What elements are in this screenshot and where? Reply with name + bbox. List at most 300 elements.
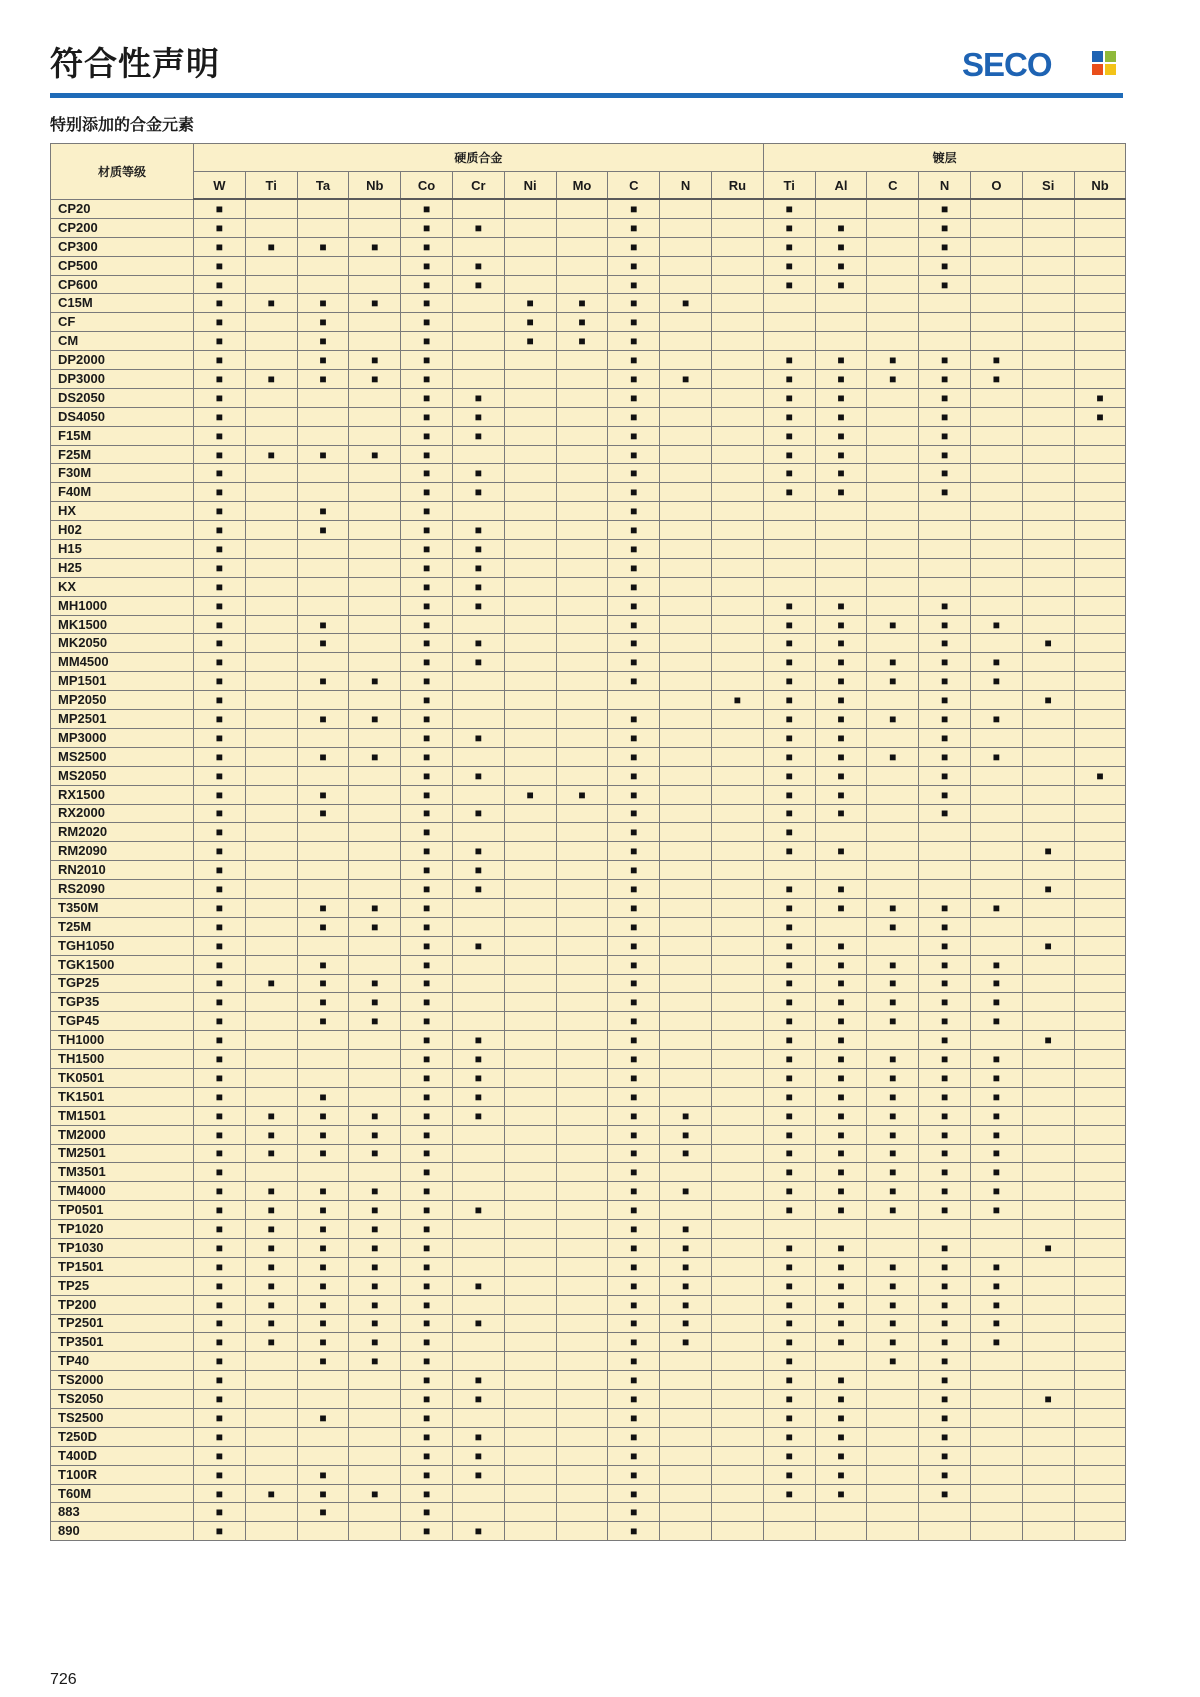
carbide-empty-cell	[452, 974, 504, 993]
grade-name: MH1000	[51, 596, 194, 615]
grade-name: CF	[51, 313, 194, 332]
carbide-empty-cell	[245, 1068, 297, 1087]
carbide-empty-cell	[504, 615, 556, 634]
carbide-mark: ■	[401, 313, 453, 332]
coating-mark: ■	[919, 1333, 971, 1352]
carbide-mark: ■	[297, 615, 349, 634]
table-row	[51, 426, 1126, 445]
table-row	[51, 691, 1126, 710]
carbide-empty-cell	[245, 993, 297, 1012]
carbide-empty-cell	[556, 407, 608, 426]
table-row	[51, 199, 1126, 218]
coating-empty-cell	[970, 388, 1022, 407]
carbide-mark: ■	[608, 540, 660, 559]
carbide-empty-cell	[504, 1201, 556, 1220]
carbide-element-header: Ti	[245, 172, 297, 200]
coating-empty-cell	[1022, 313, 1074, 332]
carbide-empty-cell	[452, 785, 504, 804]
carbide-empty-cell	[297, 728, 349, 747]
carbide-mark: ■	[297, 974, 349, 993]
coating-empty-cell	[1074, 672, 1126, 691]
coating-mark: ■	[815, 1068, 867, 1087]
coating-empty-cell	[763, 1220, 815, 1239]
coating-mark: ■	[763, 256, 815, 275]
carbide-mark: ■	[608, 1522, 660, 1541]
table-row	[51, 1314, 1126, 1333]
carbide-empty-cell	[711, 426, 763, 445]
table-row	[51, 313, 1126, 332]
carbide-empty-cell	[504, 710, 556, 729]
carbide-empty-cell	[349, 1163, 401, 1182]
carbide-empty-cell	[349, 1031, 401, 1050]
coating-mark: ■	[815, 955, 867, 974]
coating-mark: ■	[815, 1012, 867, 1031]
carbide-empty-cell	[452, 313, 504, 332]
grade-name: F30M	[51, 464, 194, 483]
coating-mark: ■	[815, 785, 867, 804]
coating-mark: ■	[867, 974, 919, 993]
coating-mark: ■	[867, 1201, 919, 1220]
carbide-empty-cell	[556, 936, 608, 955]
carbide-mark: ■	[245, 1257, 297, 1276]
coating-empty-cell	[919, 332, 971, 351]
coating-mark: ■	[867, 1087, 919, 1106]
coating-empty-cell	[867, 445, 919, 464]
carbide-empty-cell	[556, 577, 608, 596]
coating-mark: ■	[970, 653, 1022, 672]
coating-mark: ■	[763, 1068, 815, 1087]
carbide-mark: ■	[452, 1371, 504, 1390]
table-row	[51, 1295, 1126, 1314]
coating-empty-cell	[1022, 1409, 1074, 1428]
carbide-empty-cell	[349, 256, 401, 275]
carbide-empty-cell	[349, 1390, 401, 1409]
coating-empty-cell	[1074, 1409, 1126, 1428]
coating-empty-cell	[1074, 1446, 1126, 1465]
grade-name: RS2090	[51, 880, 194, 899]
coating-mark: ■	[815, 747, 867, 766]
coating-empty-cell	[1074, 710, 1126, 729]
carbide-mark: ■	[194, 804, 246, 823]
coating-empty-cell	[763, 294, 815, 313]
carbide-empty-cell	[556, 672, 608, 691]
carbide-mark: ■	[401, 1012, 453, 1031]
coating-empty-cell	[1022, 256, 1074, 275]
coating-empty-cell	[919, 294, 971, 313]
carbide-mark: ■	[194, 898, 246, 917]
coating-empty-cell	[1074, 785, 1126, 804]
carbide-mark: ■	[194, 1125, 246, 1144]
carbide-empty-cell	[245, 407, 297, 426]
carbide-empty-cell	[349, 199, 401, 218]
coating-empty-cell	[867, 521, 919, 540]
carbide-mark: ■	[297, 1144, 349, 1163]
coating-mark: ■	[919, 672, 971, 691]
carbide-empty-cell	[556, 558, 608, 577]
carbide-mark: ■	[608, 1276, 660, 1295]
carbide-mark: ■	[297, 785, 349, 804]
coating-empty-cell	[763, 861, 815, 880]
carbide-empty-cell	[660, 199, 712, 218]
carbide-empty-cell	[297, 407, 349, 426]
carbide-mark: ■	[194, 1106, 246, 1125]
carbide-mark: ■	[349, 974, 401, 993]
carbide-empty-cell	[245, 1503, 297, 1522]
coating-empty-cell	[867, 728, 919, 747]
carbide-element-header: Co	[401, 172, 453, 200]
carbide-mark: ■	[401, 483, 453, 502]
grade-name: CM	[51, 332, 194, 351]
carbide-mark: ■	[401, 993, 453, 1012]
coating-empty-cell	[1074, 1352, 1126, 1371]
carbide-empty-cell	[504, 1522, 556, 1541]
carbide-mark: ■	[297, 955, 349, 974]
coating-mark: ■	[815, 728, 867, 747]
carbide-mark: ■	[452, 218, 504, 237]
carbide-empty-cell	[504, 275, 556, 294]
carbide-mark: ■	[452, 1201, 504, 1220]
carbide-mark: ■	[401, 766, 453, 785]
coating-empty-cell	[1074, 804, 1126, 823]
carbide-mark: ■	[194, 1031, 246, 1050]
carbide-empty-cell	[711, 596, 763, 615]
carbide-empty-cell	[297, 653, 349, 672]
page-title: 符合性声明	[50, 44, 220, 83]
carbide-mark: ■	[194, 445, 246, 464]
coating-empty-cell	[970, 275, 1022, 294]
grade-name: DS2050	[51, 388, 194, 407]
carbide-mark: ■	[608, 955, 660, 974]
coating-empty-cell	[1074, 691, 1126, 710]
carbide-empty-cell	[504, 861, 556, 880]
coating-empty-cell	[970, 785, 1022, 804]
table-row	[51, 974, 1126, 993]
coating-empty-cell	[1074, 294, 1126, 313]
carbide-mark: ■	[297, 1220, 349, 1239]
coating-mark: ■	[815, 1201, 867, 1220]
coating-mark: ■	[1022, 842, 1074, 861]
grade-name: KX	[51, 577, 194, 596]
carbide-empty-cell	[660, 502, 712, 521]
coating-empty-cell	[1022, 218, 1074, 237]
coating-empty-cell	[1074, 1314, 1126, 1333]
coating-mark: ■	[919, 1465, 971, 1484]
carbide-mark: ■	[608, 1427, 660, 1446]
coating-empty-cell	[867, 332, 919, 351]
coating-mark: ■	[763, 370, 815, 389]
coating-empty-cell	[763, 1522, 815, 1541]
coating-mark: ■	[970, 955, 1022, 974]
carbide-empty-cell	[349, 577, 401, 596]
carbide-empty-cell	[660, 1390, 712, 1409]
coating-empty-cell	[1022, 388, 1074, 407]
carbide-empty-cell	[245, 596, 297, 615]
carbide-mark: ■	[401, 1125, 453, 1144]
carbide-empty-cell	[556, 1295, 608, 1314]
grade-name: TH1000	[51, 1031, 194, 1050]
carbide-mark: ■	[194, 691, 246, 710]
coating-mark: ■	[919, 1087, 971, 1106]
table-row	[51, 218, 1126, 237]
carbide-mark: ■	[452, 728, 504, 747]
carbide-mark: ■	[297, 1352, 349, 1371]
coating-mark: ■	[970, 1050, 1022, 1069]
carbide-empty-cell	[504, 1031, 556, 1050]
carbide-mark: ■	[401, 1427, 453, 1446]
coating-mark: ■	[919, 426, 971, 445]
carbide-mark: ■	[194, 880, 246, 899]
coating-empty-cell	[1074, 483, 1126, 502]
carbide-empty-cell	[660, 955, 712, 974]
carbide-empty-cell	[711, 256, 763, 275]
coating-mark: ■	[919, 747, 971, 766]
coating-element-header: Ti	[763, 172, 815, 200]
carbide-empty-cell	[452, 1220, 504, 1239]
carbide-mark: ■	[194, 1144, 246, 1163]
carbide-mark: ■	[608, 199, 660, 218]
coating-empty-cell	[919, 1522, 971, 1541]
coating-empty-cell	[970, 1522, 1022, 1541]
carbide-empty-cell	[556, 370, 608, 389]
carbide-mark: ■	[297, 1201, 349, 1220]
coating-empty-cell	[1074, 199, 1126, 218]
grade-name: MP1501	[51, 672, 194, 691]
carbide-mark: ■	[194, 275, 246, 294]
table-row	[51, 407, 1126, 426]
carbide-mark: ■	[608, 1012, 660, 1031]
carbide-empty-cell	[349, 218, 401, 237]
coating-empty-cell	[867, 540, 919, 559]
table-row	[51, 1031, 1126, 1050]
carbide-mark: ■	[660, 1257, 712, 1276]
coating-mark: ■	[919, 1352, 971, 1371]
coating-empty-cell	[1022, 237, 1074, 256]
carbide-mark: ■	[297, 1276, 349, 1295]
carbide-empty-cell	[660, 577, 712, 596]
carbide-mark: ■	[401, 804, 453, 823]
carbide-empty-cell	[245, 710, 297, 729]
coating-mark: ■	[815, 766, 867, 785]
carbide-empty-cell	[711, 1012, 763, 1031]
carbide-empty-cell	[297, 1031, 349, 1050]
table-row	[51, 1068, 1126, 1087]
carbide-empty-cell	[556, 1182, 608, 1201]
carbide-mark: ■	[401, 1106, 453, 1125]
coating-mark: ■	[815, 1182, 867, 1201]
carbide-empty-cell	[504, 917, 556, 936]
coating-mark: ■	[919, 237, 971, 256]
carbide-empty-cell	[556, 1427, 608, 1446]
coating-empty-cell	[867, 1503, 919, 1522]
coating-mark: ■	[970, 1333, 1022, 1352]
coating-mark: ■	[919, 445, 971, 464]
grade-name: DS4050	[51, 407, 194, 426]
carbide-empty-cell	[297, 199, 349, 218]
carbide-empty-cell	[245, 917, 297, 936]
carbide-empty-cell	[245, 218, 297, 237]
carbide-empty-cell	[349, 464, 401, 483]
table-row	[51, 596, 1126, 615]
carbide-empty-cell	[349, 766, 401, 785]
carbide-empty-cell	[504, 823, 556, 842]
coating-mark: ■	[970, 898, 1022, 917]
carbide-empty-cell	[452, 1182, 504, 1201]
coating-mark: ■	[867, 1163, 919, 1182]
carbide-empty-cell	[556, 710, 608, 729]
carbide-empty-cell	[349, 804, 401, 823]
carbide-mark: ■	[401, 634, 453, 653]
carbide-empty-cell	[556, 842, 608, 861]
coating-mark: ■	[763, 691, 815, 710]
carbide-mark: ■	[608, 464, 660, 483]
coating-mark: ■	[867, 1333, 919, 1352]
carbide-empty-cell	[452, 1352, 504, 1371]
carbide-mark: ■	[401, 596, 453, 615]
coating-mark: ■	[867, 1257, 919, 1276]
carbide-empty-cell	[660, 917, 712, 936]
coating-empty-cell	[1074, 898, 1126, 917]
carbide-mark: ■	[194, 540, 246, 559]
table-row	[51, 1144, 1126, 1163]
carbide-mark: ■	[194, 1220, 246, 1239]
table-row	[51, 1484, 1126, 1503]
carbide-mark: ■	[349, 993, 401, 1012]
carbide-empty-cell	[711, 332, 763, 351]
coating-mark: ■	[763, 880, 815, 899]
carbide-empty-cell	[660, 691, 712, 710]
coating-empty-cell	[1074, 1276, 1126, 1295]
carbide-mark: ■	[401, 1352, 453, 1371]
carbide-empty-cell	[556, 445, 608, 464]
coating-empty-cell	[970, 294, 1022, 313]
table-row	[51, 861, 1126, 880]
carbide-element-header: Ta	[297, 172, 349, 200]
carbide-mark: ■	[401, 275, 453, 294]
carbide-mark: ■	[194, 1371, 246, 1390]
grade-name: H02	[51, 521, 194, 540]
carbide-mark: ■	[608, 898, 660, 917]
carbide-empty-cell	[556, 1163, 608, 1182]
carbide-mark: ■	[452, 577, 504, 596]
carbide-mark: ■	[452, 388, 504, 407]
carbide-empty-cell	[660, 237, 712, 256]
carbide-empty-cell	[556, 1144, 608, 1163]
coating-mark: ■	[970, 747, 1022, 766]
carbide-mark: ■	[245, 1295, 297, 1314]
carbide-empty-cell	[711, 1314, 763, 1333]
coating-mark: ■	[919, 1068, 971, 1087]
carbide-empty-cell	[452, 1238, 504, 1257]
coating-empty-cell	[970, 634, 1022, 653]
coating-empty-cell	[1074, 1163, 1126, 1182]
carbide-empty-cell	[556, 426, 608, 445]
coating-mark: ■	[919, 653, 971, 672]
carbide-empty-cell	[711, 1163, 763, 1182]
grade-name: CP200	[51, 218, 194, 237]
carbide-empty-cell	[245, 256, 297, 275]
coating-mark: ■	[763, 747, 815, 766]
table-row	[51, 747, 1126, 766]
carbide-mark: ■	[297, 1087, 349, 1106]
carbide-empty-cell	[504, 1503, 556, 1522]
carbide-mark: ■	[194, 1182, 246, 1201]
coating-empty-cell	[970, 1352, 1022, 1371]
carbide-empty-cell	[660, 993, 712, 1012]
carbide-mark: ■	[349, 1352, 401, 1371]
carbide-mark: ■	[194, 388, 246, 407]
coating-empty-cell	[867, 1220, 919, 1239]
grade-name: TM4000	[51, 1182, 194, 1201]
coating-mark: ■	[919, 898, 971, 917]
carbide-empty-cell	[349, 728, 401, 747]
grade-name: H15	[51, 540, 194, 559]
carbide-mark: ■	[245, 1314, 297, 1333]
carbide-mark: ■	[401, 1333, 453, 1352]
coating-empty-cell	[815, 313, 867, 332]
carbide-mark: ■	[401, 1295, 453, 1314]
carbide-empty-cell	[711, 407, 763, 426]
carbide-empty-cell	[504, 634, 556, 653]
carbide-mark: ■	[608, 502, 660, 521]
carbide-empty-cell	[452, 445, 504, 464]
carbide-empty-cell	[711, 1257, 763, 1276]
coating-empty-cell	[1022, 577, 1074, 596]
carbide-empty-cell	[556, 218, 608, 237]
carbide-empty-cell	[711, 558, 763, 577]
coating-empty-cell	[1074, 370, 1126, 389]
coating-empty-cell	[970, 596, 1022, 615]
carbide-empty-cell	[660, 766, 712, 785]
grade-name: TGH1050	[51, 936, 194, 955]
grade-name: 890	[51, 1522, 194, 1541]
coating-mark: ■	[815, 370, 867, 389]
carbide-mark: ■	[608, 1295, 660, 1314]
carbide-element-header: Cr	[452, 172, 504, 200]
carbide-mark: ■	[608, 558, 660, 577]
coating-empty-cell	[867, 880, 919, 899]
coating-empty-cell	[1074, 1484, 1126, 1503]
carbide-mark: ■	[194, 766, 246, 785]
coating-empty-cell	[970, 199, 1022, 218]
carbide-mark: ■	[349, 1106, 401, 1125]
carbide-empty-cell	[660, 1012, 712, 1031]
carbide-mark: ■	[608, 804, 660, 823]
carbide-mark: ■	[608, 917, 660, 936]
coating-empty-cell	[1022, 332, 1074, 351]
carbide-empty-cell	[245, 502, 297, 521]
carbide-mark: ■	[608, 1144, 660, 1163]
grade-name: 883	[51, 1503, 194, 1522]
carbide-mark: ■	[452, 407, 504, 426]
carbide-empty-cell	[297, 1427, 349, 1446]
carbide-empty-cell	[349, 1371, 401, 1390]
coating-empty-cell	[970, 1484, 1022, 1503]
carbide-empty-cell	[660, 558, 712, 577]
logo-text: SECO	[962, 46, 1052, 83]
carbide-empty-cell	[245, 1390, 297, 1409]
table-row	[51, 880, 1126, 899]
coating-empty-cell	[1074, 237, 1126, 256]
grade-name: H25	[51, 558, 194, 577]
carbide-empty-cell	[660, 653, 712, 672]
grade-name: TP3501	[51, 1333, 194, 1352]
carbide-mark: ■	[401, 218, 453, 237]
carbide-mark: ■	[194, 917, 246, 936]
coating-empty-cell	[1074, 993, 1126, 1012]
coating-empty-cell	[1022, 861, 1074, 880]
carbide-mark: ■	[297, 804, 349, 823]
carbide-empty-cell	[297, 1446, 349, 1465]
